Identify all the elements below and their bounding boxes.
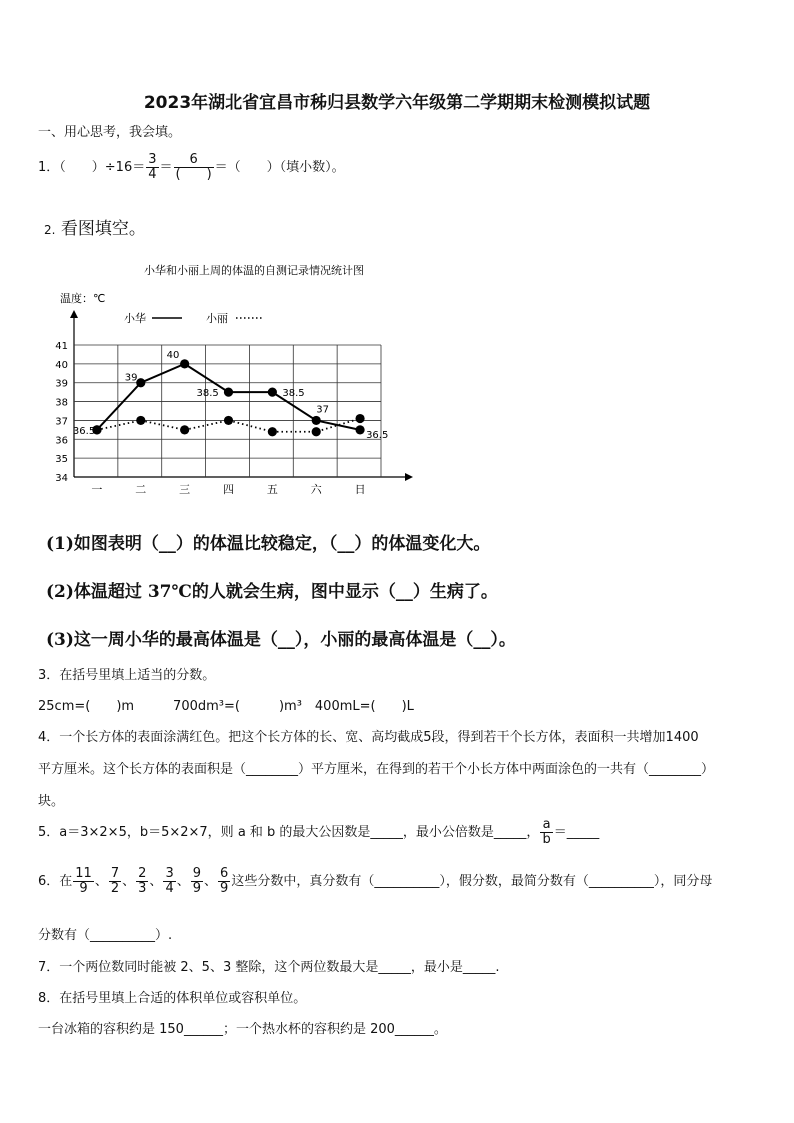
legend-label-xiaoli: 小丽 <box>206 312 228 325</box>
data-point <box>224 388 233 397</box>
data-point <box>312 427 321 436</box>
data-point <box>180 359 189 368</box>
q6-fraction: $\frac{7}{2}$ <box>110 866 120 896</box>
q2-label: 看图填空。 <box>60 219 146 239</box>
q1-number: 1． <box>38 160 60 175</box>
y-tick-label: 38 <box>55 397 68 409</box>
y-tick-label: 40 <box>55 359 68 371</box>
q6-separator: 、 <box>122 874 136 889</box>
y-tick-label: 39 <box>55 378 68 390</box>
question-7: 7．一个两位数同时能被 2、5、3 整除，这个两位数最大是_____，最小是_____. <box>38 960 500 975</box>
data-label: 36.5 <box>72 425 96 437</box>
data-label: 40 <box>166 349 180 361</box>
data-point <box>355 425 364 434</box>
q6-post: 这些分数中，真分数有（__________），假分数，最简分数有（__________），同分母 <box>231 874 713 889</box>
q5-tail: ＝_____ <box>553 825 600 840</box>
q2-sub-2: (2)体温超过 37℃的人就会生病，图中显示（__）生病了。 <box>46 582 498 602</box>
q6-separator: 、 <box>204 874 218 889</box>
question-4-line-2: 平方厘米。这个长方体的表面积是（________）平方厘米，在得到的若干个小长方体中两面涂色的一共有（________） <box>38 762 715 777</box>
y-tick-label: 36 <box>55 435 68 447</box>
x-tick-label: 一 <box>91 483 103 496</box>
q1-text-a: （ ）÷16＝ <box>59 160 146 175</box>
question-3-line: 25cm=( )m 700dm³=( )m³ 400mL=( )L <box>38 699 414 714</box>
data-point <box>136 378 145 387</box>
y-tick-label: 35 <box>55 454 68 466</box>
question-4-line-1: 4．一个长方体的表面涂满红色。把这个长方体的长、宽、高均截成5段，得到若干个长方体，表面积一共增加1400 <box>38 730 699 745</box>
x-tick-label: 二 <box>135 483 147 496</box>
question-4-line-3: 块。 <box>38 794 65 809</box>
temperature-line-chart <box>40 258 430 503</box>
y-tick-label: 34 <box>55 473 68 484</box>
y-tick-label: 37 <box>55 416 68 428</box>
q5-text: 5．a＝3×2×5，b＝5×2×7，则 a 和 b 的最大公因数是_____，最小公倍数是_____， <box>38 825 540 840</box>
chart-legend <box>124 311 262 325</box>
data-label: 38.5 <box>282 388 305 400</box>
data-point <box>268 427 277 436</box>
question-3: 3．在括号里填上适当的分数。 <box>38 668 216 683</box>
data-point <box>136 416 145 425</box>
q6-separator: 、 <box>176 874 190 889</box>
question-8-line: 一台冰箱的容积约是 150______；一个热水杯的容积约是 200______。 <box>38 1022 447 1037</box>
question-5 <box>38 816 599 850</box>
y-axis-arrow <box>70 310 78 318</box>
question-2-heading <box>44 214 146 239</box>
q6-fraction: $\frac{9}{9}$ <box>192 866 202 896</box>
q5-fraction: $\frac{a}{b}$ <box>542 817 551 847</box>
q2-number: 2. <box>44 223 56 237</box>
x-tick-label: 日 <box>354 483 366 496</box>
x-axis-arrow <box>405 473 413 481</box>
data-point <box>312 416 321 425</box>
data-label: 38.5 <box>196 388 219 400</box>
data-label: 39 <box>124 372 138 384</box>
x-tick-label: 六 <box>310 483 322 496</box>
q2-sub-3: (3)这一周小华的最高体温是（__），小丽的最高体温是（__）。 <box>46 630 516 650</box>
section-heading: 一、用心思考，我会填。 <box>38 125 182 140</box>
data-point <box>224 416 233 425</box>
data-point <box>268 388 277 397</box>
q2-sub-1: (1)如图表明（__）的体温比较稳定，（__）的体温变化大。 <box>46 534 491 554</box>
q1-equals: ＝ <box>159 160 173 175</box>
question-1 <box>38 148 345 188</box>
x-tick-label: 三 <box>179 483 191 496</box>
x-tick-label: 五 <box>266 483 278 496</box>
q6-fraction: $\frac{3}{4}$ <box>165 866 174 896</box>
q6-fraction-list <box>72 866 231 896</box>
q6-pre: 6．在 <box>38 874 73 889</box>
question-6 <box>38 862 712 902</box>
x-tick-label: 四 <box>223 483 234 496</box>
q1-fraction-2: $\frac{6}{( )}$ <box>175 152 212 182</box>
data-label: 37 <box>316 404 329 416</box>
q6-separator: 、 <box>94 874 108 889</box>
q1-fraction-1: $\frac{3}{4}$ <box>148 152 157 182</box>
chart-y-label: 温度：℃ <box>60 292 106 305</box>
question-8: 8．在括号里填上合适的体积单位或容积单位。 <box>38 991 307 1006</box>
question-6-line-2: 分数有（__________）. <box>38 928 173 943</box>
q6-fraction: $\frac{2}{3}$ <box>138 866 147 896</box>
q1-text-b: ＝（ ）（填小数）。 <box>214 160 345 175</box>
y-tick-label: 41 <box>55 341 68 352</box>
data-point <box>180 425 189 434</box>
q6-fraction: $\frac{6}{9}$ <box>220 866 229 896</box>
chart-title: 小华和小丽上周的体温的自测记录情况统计图 <box>144 264 364 277</box>
data-point <box>355 414 364 423</box>
legend-label-xiaohua: 小华 <box>124 312 146 325</box>
q6-fraction: $\frac{11}{9}$ <box>75 866 92 896</box>
q6-separator: 、 <box>149 874 163 889</box>
page-title: 2023年湖北省宜昌市秭归县数学六年级第二学期期末检测模拟试题 <box>143 93 651 113</box>
chart-grid <box>55 310 413 496</box>
data-label: 36.5 <box>366 429 389 441</box>
